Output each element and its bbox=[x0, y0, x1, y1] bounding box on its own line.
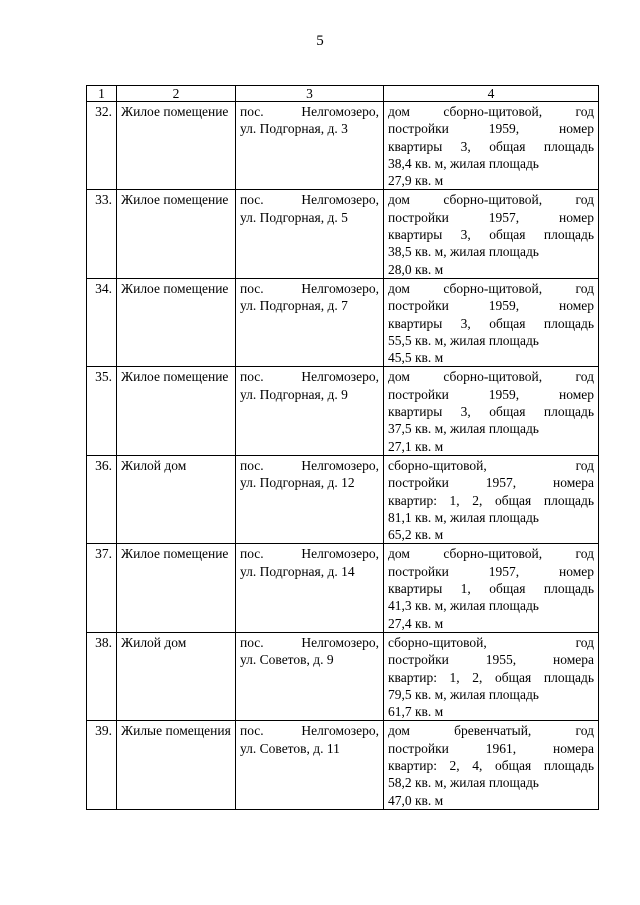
object-address bbox=[236, 544, 384, 632]
address-line: ул. Подгорная, д. 9 bbox=[240, 386, 348, 402]
description-line: квартиры 1, общая площадь bbox=[388, 581, 594, 597]
description-line: 27,4 кв. м bbox=[388, 615, 444, 631]
description-line: 65,2 кв. м bbox=[388, 527, 444, 543]
description-line: квартир: 1, 2, общая площадь bbox=[388, 669, 594, 685]
description-line: дом бревенчатый, год bbox=[388, 723, 594, 739]
description-line: постройки 1957, номер bbox=[388, 209, 594, 225]
description-line: 38,5 кв. м, жилая площадь bbox=[388, 244, 539, 260]
column-header-3: 3 bbox=[236, 86, 384, 102]
table-row bbox=[87, 455, 599, 543]
description-line: 58,2 кв. м, жилая площадь bbox=[388, 775, 539, 791]
row-number: 37. bbox=[87, 544, 117, 632]
object-address bbox=[236, 455, 384, 543]
row-number: 33. bbox=[87, 190, 117, 278]
object-address bbox=[236, 102, 384, 190]
address-line: пос. Нелгомозеро, bbox=[240, 457, 379, 473]
object-description bbox=[384, 544, 599, 632]
description-line: квартиры 3, общая площадь bbox=[388, 227, 594, 243]
description-line: квартир: 2, 4, общая площадь bbox=[388, 757, 594, 773]
table-row bbox=[87, 544, 599, 632]
object-name: Жилое помещение bbox=[117, 367, 236, 455]
object-name: Жилое помещение bbox=[117, 278, 236, 366]
description-line: 79,5 кв. м, жилая площадь bbox=[388, 686, 539, 702]
row-number: 36. bbox=[87, 455, 117, 543]
table-row bbox=[87, 721, 599, 809]
description-line: 37,5 кв. м, жилая площадь bbox=[388, 421, 539, 437]
row-number: 39. bbox=[87, 721, 117, 809]
object-description bbox=[384, 367, 599, 455]
description-line: 47,0 кв. м bbox=[388, 792, 444, 808]
description-line: постройки 1955, номера bbox=[388, 652, 594, 668]
table-row bbox=[87, 278, 599, 366]
description-line: 55,5 кв. м, жилая площадь bbox=[388, 332, 539, 348]
description-line: 81,1 кв. м, жилая площадь bbox=[388, 509, 539, 525]
object-address bbox=[236, 632, 384, 720]
description-line: 41,3 кв. м, жилая площадь bbox=[388, 598, 539, 614]
description-line: дом сборно-щитовой, год bbox=[388, 192, 594, 208]
column-header-1: 1 bbox=[87, 86, 117, 102]
description-line: дом сборно-щитовой, год bbox=[388, 280, 594, 296]
column-header-2: 2 bbox=[117, 86, 236, 102]
description-line: 28,0 кв. м bbox=[388, 261, 444, 277]
table-body bbox=[87, 102, 599, 810]
row-number: 32. bbox=[87, 102, 117, 190]
object-description bbox=[384, 190, 599, 278]
description-line: постройки 1957, номер bbox=[388, 563, 594, 579]
object-address bbox=[236, 190, 384, 278]
description-line: сборно-щитовой, год bbox=[388, 457, 594, 473]
address-line: пос. Нелгомозеро, bbox=[240, 280, 379, 296]
description-line: сборно-щитовой, год bbox=[388, 634, 594, 650]
object-description bbox=[384, 632, 599, 720]
address-line: ул. Подгорная, д. 7 bbox=[240, 298, 348, 314]
address-line: пос. Нелгомозеро, bbox=[240, 369, 379, 385]
object-name: Жилое помещение bbox=[117, 544, 236, 632]
object-name: Жилое помещение bbox=[117, 190, 236, 278]
table-row bbox=[87, 632, 599, 720]
row-number: 38. bbox=[87, 632, 117, 720]
address-line: пос. Нелгомозеро, bbox=[240, 104, 379, 119]
table-row bbox=[87, 367, 599, 455]
object-description bbox=[384, 455, 599, 543]
description-line: квартиры 3, общая площадь bbox=[388, 138, 594, 154]
address-line: ул. Подгорная, д. 14 bbox=[240, 563, 355, 579]
description-line: 45,5 кв. м bbox=[388, 350, 444, 366]
object-name: Жилой дом bbox=[117, 632, 236, 720]
description-line: квартир: 1, 2, общая площадь bbox=[388, 492, 594, 508]
row-number: 34. bbox=[87, 278, 117, 366]
description-line: квартиры 3, общая площадь bbox=[388, 315, 594, 331]
address-line: ул. Подгорная, д. 12 bbox=[240, 475, 355, 491]
table-header-row bbox=[87, 86, 599, 102]
object-name: Жилые помещения bbox=[117, 721, 236, 809]
address-line: пос. Нелгомозеро, bbox=[240, 192, 379, 208]
address-line: ул. Советов, д. 11 bbox=[240, 740, 340, 756]
description-line: 27,1 кв. м bbox=[388, 438, 444, 454]
column-header-4: 4 bbox=[384, 86, 599, 102]
table-row bbox=[87, 190, 599, 278]
description-line: 61,7 кв. м bbox=[388, 704, 444, 720]
table-row bbox=[87, 102, 599, 190]
property-table bbox=[86, 85, 599, 810]
description-line: 27,9 кв. м bbox=[388, 173, 444, 189]
description-line: дом сборно-щитовой, год bbox=[388, 104, 594, 119]
address-line: пос. Нелгомозеро, bbox=[240, 546, 379, 562]
description-line: постройки 1959, номер bbox=[388, 298, 594, 314]
object-address bbox=[236, 278, 384, 366]
description-line: постройки 1959, номер bbox=[388, 386, 594, 402]
row-number: 35. bbox=[87, 367, 117, 455]
object-description bbox=[384, 278, 599, 366]
description-line: дом сборно-щитовой, год bbox=[388, 546, 594, 562]
description-line: 38,4 кв. м, жилая площадь bbox=[388, 155, 539, 171]
description-line: постройки 1957, номера bbox=[388, 475, 594, 491]
address-line: пос. Нелгомозеро, bbox=[240, 634, 379, 650]
address-line: пос. Нелгомозеро, bbox=[240, 723, 379, 739]
object-address bbox=[236, 367, 384, 455]
description-line: постройки 1959, номер bbox=[388, 121, 594, 137]
address-line: ул. Подгорная, д. 3 bbox=[240, 121, 348, 137]
address-line: ул. Подгорная, д. 5 bbox=[240, 209, 348, 225]
description-line: дом сборно-щитовой, год bbox=[388, 369, 594, 385]
object-name: Жилое помещение bbox=[117, 102, 236, 190]
object-description bbox=[384, 102, 599, 190]
description-line: постройки 1961, номера bbox=[388, 740, 594, 756]
object-address bbox=[236, 721, 384, 809]
object-description bbox=[384, 721, 599, 809]
address-line: ул. Советов, д. 9 bbox=[240, 652, 334, 668]
object-name: Жилой дом bbox=[117, 455, 236, 543]
page-number: 5 bbox=[316, 33, 324, 49]
description-line: квартиры 3, общая площадь bbox=[388, 404, 594, 420]
